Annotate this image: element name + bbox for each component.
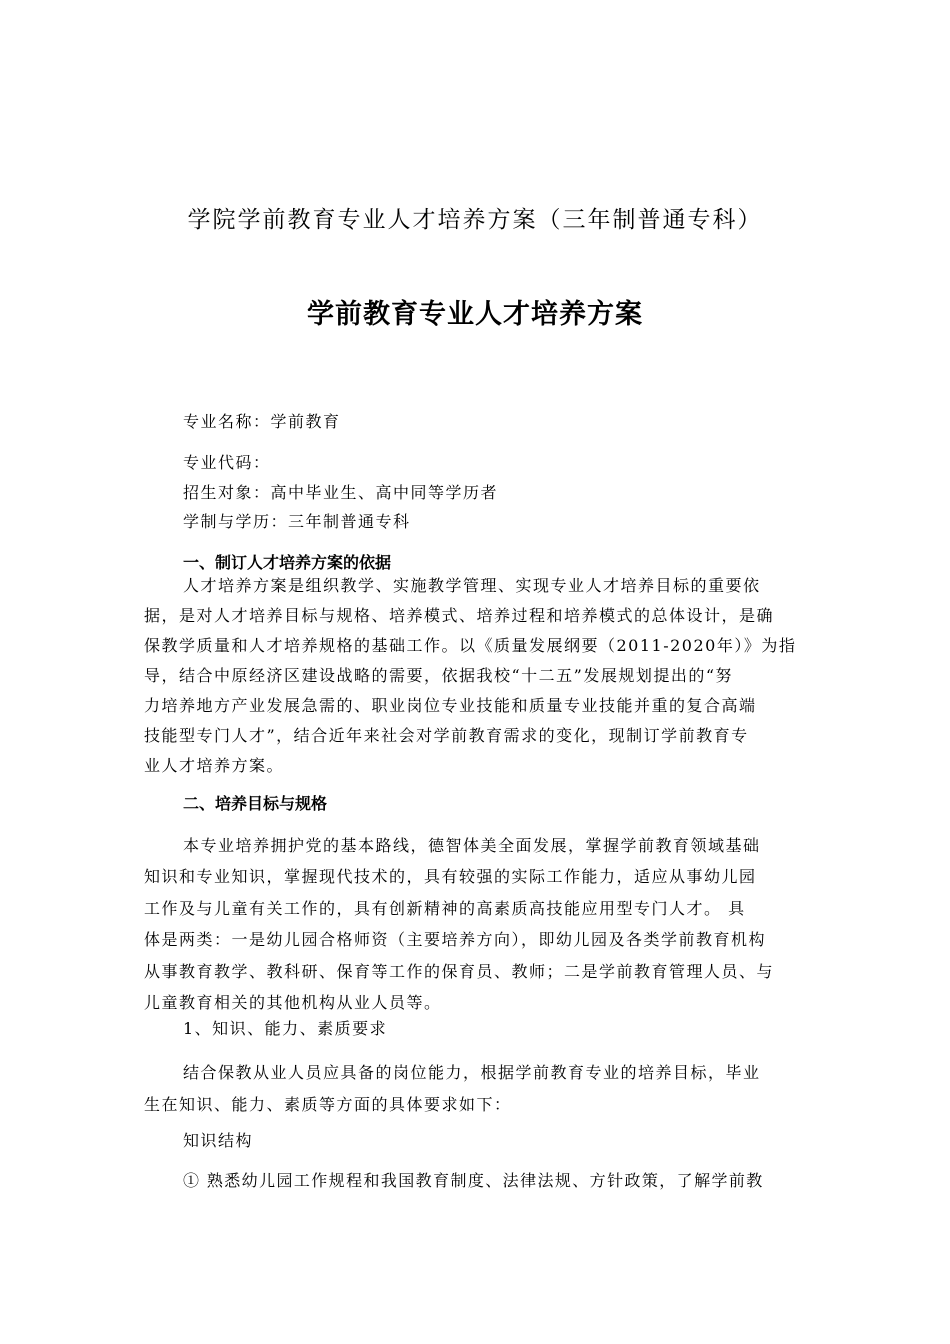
document-subtitle: 学院学前教育专业人才培养方案（三年制普通专科） xyxy=(187,207,763,233)
meta-major-code: 专业代码： xyxy=(183,453,271,472)
paragraph-line: 本专业培养拥护党的基本路线，德智体美全面发展，掌握学前教育领域基础 xyxy=(183,836,761,855)
knowledge-structure-heading: 知识结构 xyxy=(183,1131,254,1150)
paragraph-line: 体是两类：一是幼儿园合格师资（主要培养方向），即幼儿园及各类学前教育机构 xyxy=(144,930,767,950)
paragraph-line: 人才培养方案是组织教学、实施教学管理、实现专业人才培养目标的重要依 xyxy=(183,576,761,595)
paragraph-line: 儿童教育相关的其他机构从业人员等。 xyxy=(144,992,442,1012)
meta-major-name: 专业名称：学前教育 xyxy=(183,412,341,431)
paragraph-line: 知识和专业知识，掌握现代技术的，具有较强的实际工作能力，适应从事幼儿园 xyxy=(144,867,757,887)
requirements-intro-paragraph xyxy=(144,1057,806,1121)
meta-duration: 学制与学历：三年制普通专科 xyxy=(183,512,411,531)
meta-enrollment: 招生对象：高中毕业生、高中同等学历者 xyxy=(183,483,499,502)
section-heading-goals: 二、培养目标与规格 xyxy=(183,794,328,813)
subsection-heading-requirements: 1、知识、能力、素质要求 xyxy=(183,1019,388,1038)
paragraph-line: 业人才培养方案。 xyxy=(144,756,285,775)
paragraph-line: 技能型专门人才”，结合近年来社会对学前教育需求的变化，现制订学前教育专 xyxy=(144,726,749,745)
paragraph-line: 据，是对人才培养目标与规格、培养模式、培养过程和培养模式的总体设计，是确 xyxy=(144,606,775,625)
knowledge-item-1: ① 熟悉幼儿园工作规程和我国教育制度、法律法规、方针政策，了解学前教 xyxy=(183,1171,764,1190)
paragraph-line: 从事教育教学、教科研、保育等工作的保育员、教师；二是学前教育管理人员、与 xyxy=(144,961,775,981)
paragraph-line: 力培养地方产业发展急需的、职业岗位专业技能和质量专业技能并重的复合高端 xyxy=(144,696,757,715)
paragraph-line: 工作及与儿童有关工作的，具有创新精神的高素质高技能应用型专门人才。 具 xyxy=(144,898,746,918)
section-heading-basis: 一、制订人才培养方案的依据 xyxy=(183,553,392,572)
paragraph-line: 生在知识、能力、素质等方面的具体要求如下： xyxy=(144,1095,512,1114)
paragraph-line: 保教学质量和人才培养规格的基础工作。以《质量发展纲要（2011-2020年）》为指 xyxy=(144,636,797,655)
section-basis-paragraph xyxy=(144,571,806,781)
section-goals-paragraph xyxy=(144,830,806,1018)
paragraph-line: 导，结合中原经济区建设战略的需要，依据我校“十二五”发展规划提出的“努 xyxy=(144,666,734,685)
document-title: 学前教育专业人才培养方案 xyxy=(307,299,643,330)
paragraph-line: 结合保教从业人员应具备的岗位能力，根据学前教育专业的培养目标，毕业 xyxy=(183,1063,761,1082)
